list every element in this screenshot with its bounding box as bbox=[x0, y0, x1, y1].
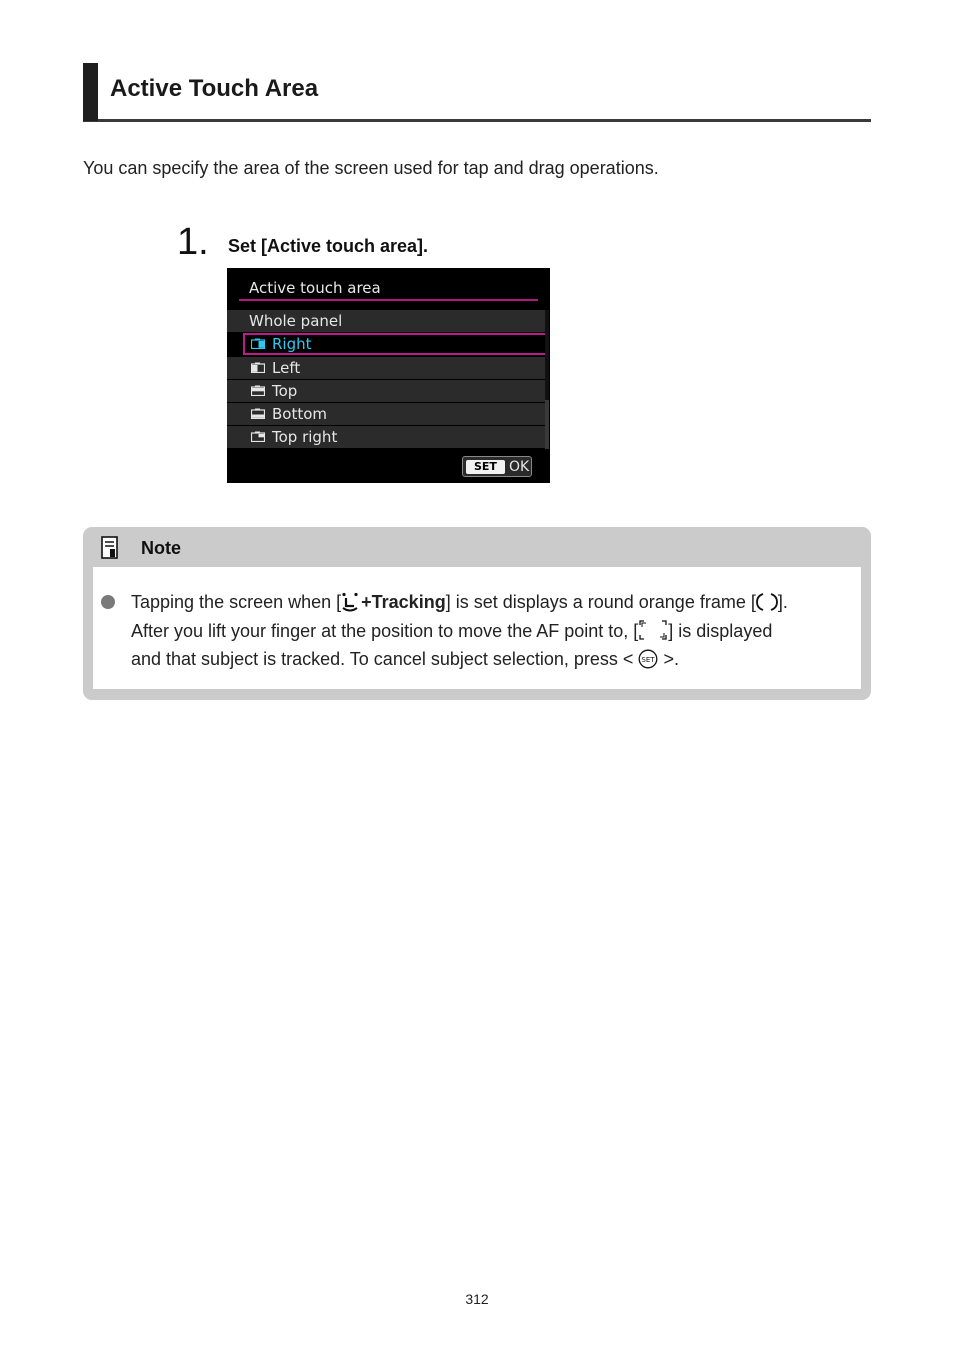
note-paragraph bbox=[131, 588, 851, 674]
menu-item-top[interactable] bbox=[227, 380, 545, 402]
camera-menu-screen bbox=[227, 268, 550, 483]
heading-bar bbox=[83, 63, 98, 121]
menu-item-left[interactable] bbox=[227, 357, 545, 379]
note-body bbox=[93, 567, 861, 689]
note-title: Note bbox=[141, 538, 181, 558]
menu-item-label: Right bbox=[272, 335, 312, 354]
section-heading bbox=[83, 63, 871, 122]
note-text-segment: and that subject is tracked. To cancel subject selection, press < bbox=[131, 649, 634, 669]
note-text-segment: >. bbox=[663, 649, 679, 669]
menu-item-bottom[interactable] bbox=[227, 403, 545, 425]
note-text-segment: ] is set displays a round orange frame [ bbox=[445, 592, 756, 612]
ok-label: OK bbox=[508, 458, 530, 475]
menu-item-right[interactable] bbox=[227, 333, 545, 355]
menu-item-whole-panel[interactable] bbox=[227, 310, 545, 332]
scrollbar-thumb[interactable] bbox=[545, 310, 549, 400]
touch-bottom-icon bbox=[251, 408, 265, 419]
menu-item-label: Top right bbox=[272, 428, 338, 447]
set-button-label: SET bbox=[466, 460, 505, 474]
round-frame-icon bbox=[756, 592, 778, 612]
page-number: 312 bbox=[465, 1291, 489, 1307]
note-icon bbox=[100, 536, 120, 560]
menu-item-label: Bottom bbox=[272, 405, 328, 424]
tracking-frame-icon bbox=[638, 619, 668, 641]
menu-item-label: Left bbox=[272, 358, 301, 377]
step-instruction: Set [Active touch area]. bbox=[228, 236, 429, 256]
touch-left-icon bbox=[251, 362, 265, 373]
menu-item-label: Top bbox=[272, 381, 298, 400]
camera-menu-title: Active touch area bbox=[249, 279, 381, 297]
note-text-segment: After you lift your finger at the position to move the AF point to, [ bbox=[131, 620, 639, 641]
menu-item-top-right[interactable] bbox=[227, 426, 545, 448]
camera-menu-list bbox=[227, 310, 545, 450]
page-title: Active Touch Area bbox=[110, 75, 319, 102]
bullet-icon bbox=[101, 595, 115, 609]
note-text-segment: ] is displayed bbox=[668, 620, 773, 641]
svg-text:SET: SET bbox=[641, 656, 656, 664]
intro-paragraph: You can specify the area of the screen used for tap and drag operations. bbox=[83, 158, 659, 178]
camera-menu-scrollbar[interactable] bbox=[545, 310, 549, 449]
menu-item-label: Whole panel bbox=[249, 312, 343, 330]
set-ok-button[interactable] bbox=[462, 456, 532, 477]
touch-right-icon bbox=[251, 338, 265, 349]
note-box bbox=[83, 527, 871, 700]
face-tracking-icon bbox=[341, 592, 361, 612]
camera-menu-title-underline bbox=[239, 299, 538, 301]
touch-top-right-icon bbox=[251, 431, 265, 442]
set-button-icon bbox=[638, 649, 658, 669]
tracking-label: +Tracking bbox=[361, 592, 446, 612]
note-text-segment: ]. bbox=[777, 592, 788, 612]
touch-top-icon bbox=[251, 385, 265, 396]
step-number: 1. bbox=[177, 221, 209, 263]
note-text-segment: Tapping the screen when [ bbox=[131, 592, 342, 612]
